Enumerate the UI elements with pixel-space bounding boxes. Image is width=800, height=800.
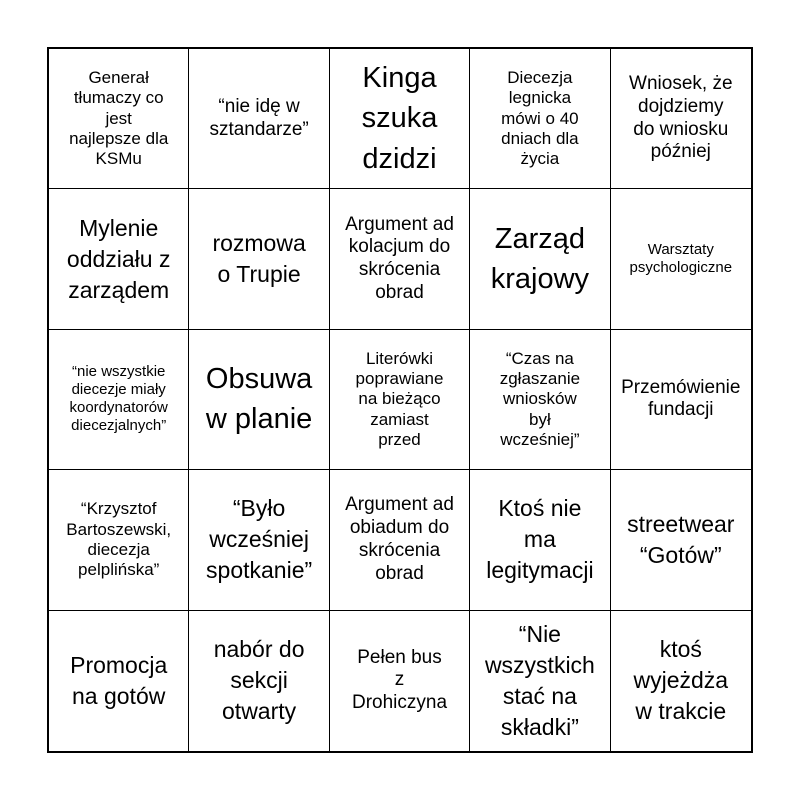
bingo-cell-14[interactable] — [470, 330, 610, 470]
bingo-cell-25[interactable] — [611, 611, 751, 751]
bingo-cell-17[interactable] — [189, 470, 329, 610]
bingo-cell-text: Ktoś nie ma legitymacji — [486, 495, 594, 584]
bingo-cell-text: “nie wszystkie diecezje miały koordynatorów diecezjalnych” — [69, 363, 168, 435]
bingo-cell-5[interactable] — [611, 49, 751, 189]
bingo-cell-text: Kinga szuka dzidzi — [361, 61, 438, 175]
bingo-cell-text: Pełen bus z Drohiczyna — [351, 646, 448, 714]
bingo-cell-text: Argument ad obiadum do skrócenia obrad — [345, 494, 454, 584]
bingo-cell-6[interactable] — [49, 189, 189, 329]
bingo-cell-21[interactable] — [49, 611, 189, 751]
bingo-cell-text: Argument ad kolacjum do skrócenia obrad — [345, 213, 454, 303]
bingo-cell-3[interactable] — [330, 49, 470, 189]
bingo-cell-12[interactable] — [189, 330, 329, 470]
bingo-cell-19[interactable] — [470, 470, 610, 610]
bingo-cell-text: “nie idę w sztandarze” — [209, 95, 309, 140]
bingo-cell-text: Generał tłumaczy co jest najlepsze dla KSMu — [69, 67, 169, 169]
bingo-cell-text: “Krzysztof Bartoszewski, diecezja pelplińska” — [66, 499, 172, 580]
bingo-cell-9[interactable] — [470, 189, 610, 329]
bingo-cell-4[interactable] — [470, 49, 610, 189]
bingo-cell-20[interactable] — [611, 470, 751, 610]
bingo-cell-text: Diecezja legnicka mówi o 40 dniach dla życia — [501, 67, 579, 169]
bingo-cell-23[interactable] — [330, 611, 470, 751]
bingo-cell-text: Literówki poprawiane na bieżąco zamiast przed — [355, 348, 444, 450]
bingo-cell-1[interactable] — [49, 49, 189, 189]
bingo-cell-text: Wniosek, że dojdziemy do wniosku później — [629, 73, 733, 163]
bingo-cell-13[interactable] — [330, 330, 470, 470]
bingo-cell-text: “Czas na zgłaszanie wniosków był wcześniej” — [499, 348, 581, 450]
bingo-cell-text: rozmowa o Trupie — [212, 230, 306, 288]
bingo-grid — [47, 47, 753, 753]
bingo-cell-7[interactable] — [189, 189, 329, 329]
bingo-cell-text: Mylenie oddziału z zarządem — [66, 214, 171, 303]
bingo-cell-15[interactable] — [611, 330, 751, 470]
bingo-cell-18[interactable] — [330, 470, 470, 610]
bingo-cell-text: Warsztaty psychologiczne — [629, 241, 733, 277]
bingo-cell-16[interactable] — [49, 470, 189, 610]
bingo-cell-24[interactable] — [470, 611, 610, 751]
bingo-cell-text: Obsuwa w planie — [205, 362, 313, 436]
bingo-cell-text: streetwear “Gotów” — [627, 510, 735, 568]
bingo-cell-text: “Było wcześniej spotkanie” — [206, 495, 313, 584]
bingo-cell-text: nabór do sekcji otwarty — [213, 636, 305, 725]
bingo-cell-22[interactable] — [189, 611, 329, 751]
bingo-cell-8[interactable] — [330, 189, 470, 329]
bingo-cell-text: ktoś wyjeżdża w trakcie — [633, 636, 729, 725]
bingo-cell-2[interactable] — [189, 49, 329, 189]
bingo-cell-text: Zarząd krajowy — [490, 222, 590, 296]
bingo-cell-11[interactable] — [49, 330, 189, 470]
bingo-cell-text: Przemówienie fundacji — [621, 376, 741, 421]
bingo-cell-text: Promocja na gotów — [70, 651, 168, 709]
bingo-cell-10[interactable] — [611, 189, 751, 329]
bingo-cell-text: “Nie wszystkich stać na składki” — [484, 620, 595, 740]
